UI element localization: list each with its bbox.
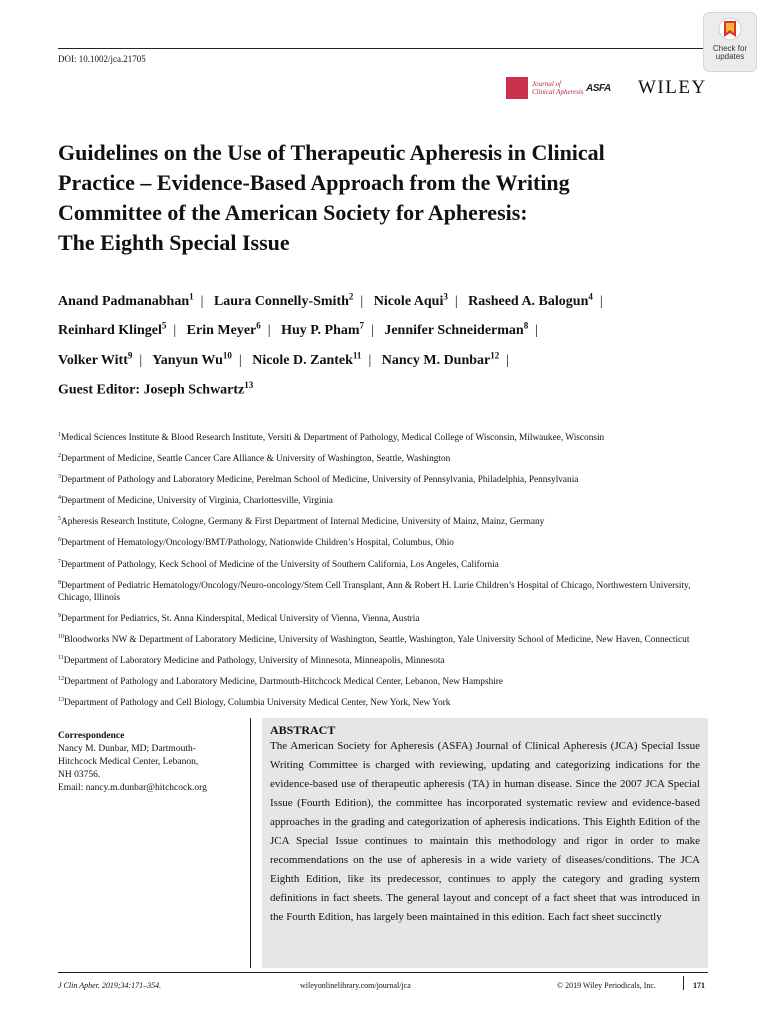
correspondence-line: NH 03756. [58, 770, 101, 780]
affiliation: $^7$Department of Pathology, Keck School of Medicine of the University of Southern California, Los Angeles, California [58, 558, 499, 570]
journal-logo [506, 76, 626, 100]
abstract-heading: ABSTRACT [270, 723, 336, 737]
author-line [58, 314, 708, 344]
title-line: The Eighth Special Issue [58, 230, 290, 255]
author-separator: | [173, 323, 177, 339]
author[interactable]: Nicole Aqui$^3$ [373, 291, 448, 309]
author-line [58, 343, 708, 373]
author[interactable]: Rasheed A. Balogun$^4$ [468, 291, 593, 309]
affiliation: $^{12}$Department of Pathology and Laboratory Medicine, Dartmouth-Hitchcock Medical Center, Lebanon, New Hampshire [58, 676, 504, 688]
author[interactable]: Jennifer Schneiderman$^8$ [384, 320, 529, 339]
title-line: Guidelines on the Use of Therapeutic Apheresis in Clinical [58, 140, 605, 165]
correspondence-line: Nancy M. Dunbar, MD; Dartmouth- [58, 744, 196, 754]
author-separator: | [454, 293, 458, 309]
affiliation: $^{11}$Department of Laboratory Medicine and Pathology, University of Minnesota, Minneapolis, Minnesota [58, 654, 445, 667]
author-separator: | [535, 323, 539, 339]
doi[interactable]: DOI: 10.1002/jca.21705 [58, 54, 146, 64]
check-for-updates-label: Check for updates [712, 44, 748, 61]
correspondence [58, 730, 238, 795]
author-line [58, 284, 708, 314]
author-separator: | [368, 352, 372, 368]
affiliation: $^3$Department of Pathology and Laboratory Medicine, Perelman School of Medicine, University of Pennsylvania, Philadelphia, Pennsylvania [58, 474, 579, 486]
author[interactable]: Reinhard Klingel$^5$ [58, 320, 167, 339]
author-list [58, 284, 708, 373]
header-rule [58, 48, 703, 49]
affiliation: $^6$Department of Hematology/Oncology/BMT/Pathology, Nationwide Children’s Hospital, Columbus, Ohio [58, 537, 454, 549]
affiliation: $^5$Apheresis Research Institute, Cologne, Germany & First Department of Internal Medicine, University of Mainz, Mainz, Germany [58, 516, 545, 528]
author-separator: | [599, 293, 603, 309]
footer-rule [58, 972, 708, 973]
affiliation: $^9$Department for Pediatrics, St. Anna Kinderspital, Medical University of Vienna, Vienna, Austria [58, 612, 420, 624]
title-line: Practice – Evidence-Based Approach from the Writing [58, 170, 570, 195]
affiliation: $^2$Department of Medicine, Seattle Cancer Care Alliance & University of Washington, Seattle, Washington [58, 453, 451, 465]
correspondence-line: Hitchcock Medical Center, Lebanon, [58, 757, 199, 767]
page-number-divider [683, 976, 684, 990]
author[interactable]: Yanyun Wu$^{10}$ [152, 350, 232, 368]
correspondence-heading: Correspondence [58, 731, 125, 741]
author[interactable]: Huy P. Pham$^7$ [281, 320, 365, 339]
journal-logo-text: Journal of Clinical Apheresis [532, 80, 584, 96]
crossmark-icon [718, 17, 742, 43]
abstract-box [262, 718, 708, 968]
journal-logo-mark [506, 77, 528, 99]
title-line: Committee of the American Society for Apheresis: [58, 200, 528, 225]
author[interactable]: Erin Meyer$^6$ [186, 320, 261, 339]
author-separator: | [267, 323, 271, 339]
footer-url[interactable]: wileyonlinelibrary.com/journal/jca [300, 981, 411, 990]
check-for-updates-badge[interactable] [703, 12, 757, 72]
affiliation: $^8$Department of Pediatric Hematology/Oncology/Neuro-oncology/Stem Cell Transplant, Ann & Robert H. Lurie Children’s Hospital of Chicago, Northwestern University, Chicago, Illinois [58, 579, 691, 603]
author-separator: | [139, 352, 143, 368]
guest-editor: Guest Editor: Joseph Schwartz$^{13}$ [58, 380, 254, 398]
publisher-logo: WILEY [638, 77, 707, 98]
affiliation: $^4$Department of Medicine, University of Virginia, Charlottesville, Virginia [58, 495, 333, 507]
author-separator: | [360, 293, 364, 309]
footer-citation: J Clin Apher. 2019;34:171–354. [58, 981, 162, 990]
affiliation: $^{10}$Bloodworks NW & Department of Laboratory Medicine, University of Washington, Seattle, Washington, Yale University School of Medicine, New Haven, Connecticut [58, 633, 690, 645]
footer-copyright: © 2019 Wiley Periodicals, Inc. [557, 981, 656, 990]
author-separator: | [238, 352, 242, 368]
article-title [58, 138, 698, 258]
author[interactable]: Laura Connelly-Smith$^2$ [213, 291, 354, 309]
page-number: 171 [693, 981, 705, 990]
affiliations [58, 429, 710, 715]
author-separator: | [200, 293, 204, 309]
affiliation: $^{13}$Department of Pathology and Cell Biology, Columbia University Medical Center, New York, New York [58, 697, 451, 709]
asfa-logo: ASFA [586, 82, 611, 94]
abstract-text: The American Society for Apheresis (ASFA) Journal of Clinical Apheresis (JCA) Special Issue Writing Committee is charged with reviewing, updating and categorizing indications for the evidence-based use of therapeutic apheresis (TA) in human disease. Since the 2007 JCA Special Issue (Fourth Edition), the committee has incorporated systematic review and evidence-based approaches in the grading and categorization of apheresis indications. This Eighth Edition of the JCA Special Issue continues to maintain this methodology and rigor in order to make recommendations on the use of apheresis in a wide variety of diseases/conditions. The JCA Eighth Edition, like its predecessor, continues to apply the category and grading system definitions in fact sheets. The general layout and concept of a fact sheet that was introduced in the Fourth Edition, has largely been maintained in this edition. Each fact sheet succinctly [270, 740, 700, 923]
author[interactable]: Nancy M. Dunbar$^{12}$ [381, 350, 500, 368]
author-separator: | [371, 323, 374, 339]
affiliation: $^1$Medical Sciences Institute & Blood Research Institute, Versiti & Department of Pathology, Medical College of Wisconsin, Milwaukee, Wisconsin [58, 432, 605, 444]
author[interactable]: Volker Witt$^9$ [58, 350, 133, 368]
author-separator: | [506, 352, 510, 368]
column-divider [250, 718, 251, 968]
author[interactable]: Nicole D. Zantek$^{11}$ [252, 350, 362, 368]
author[interactable]: Anand Padmanabhan$^1$ [58, 291, 194, 309]
correspondence-email[interactable]: Email: nancy.m.dunbar@hitchcock.org [58, 783, 207, 793]
